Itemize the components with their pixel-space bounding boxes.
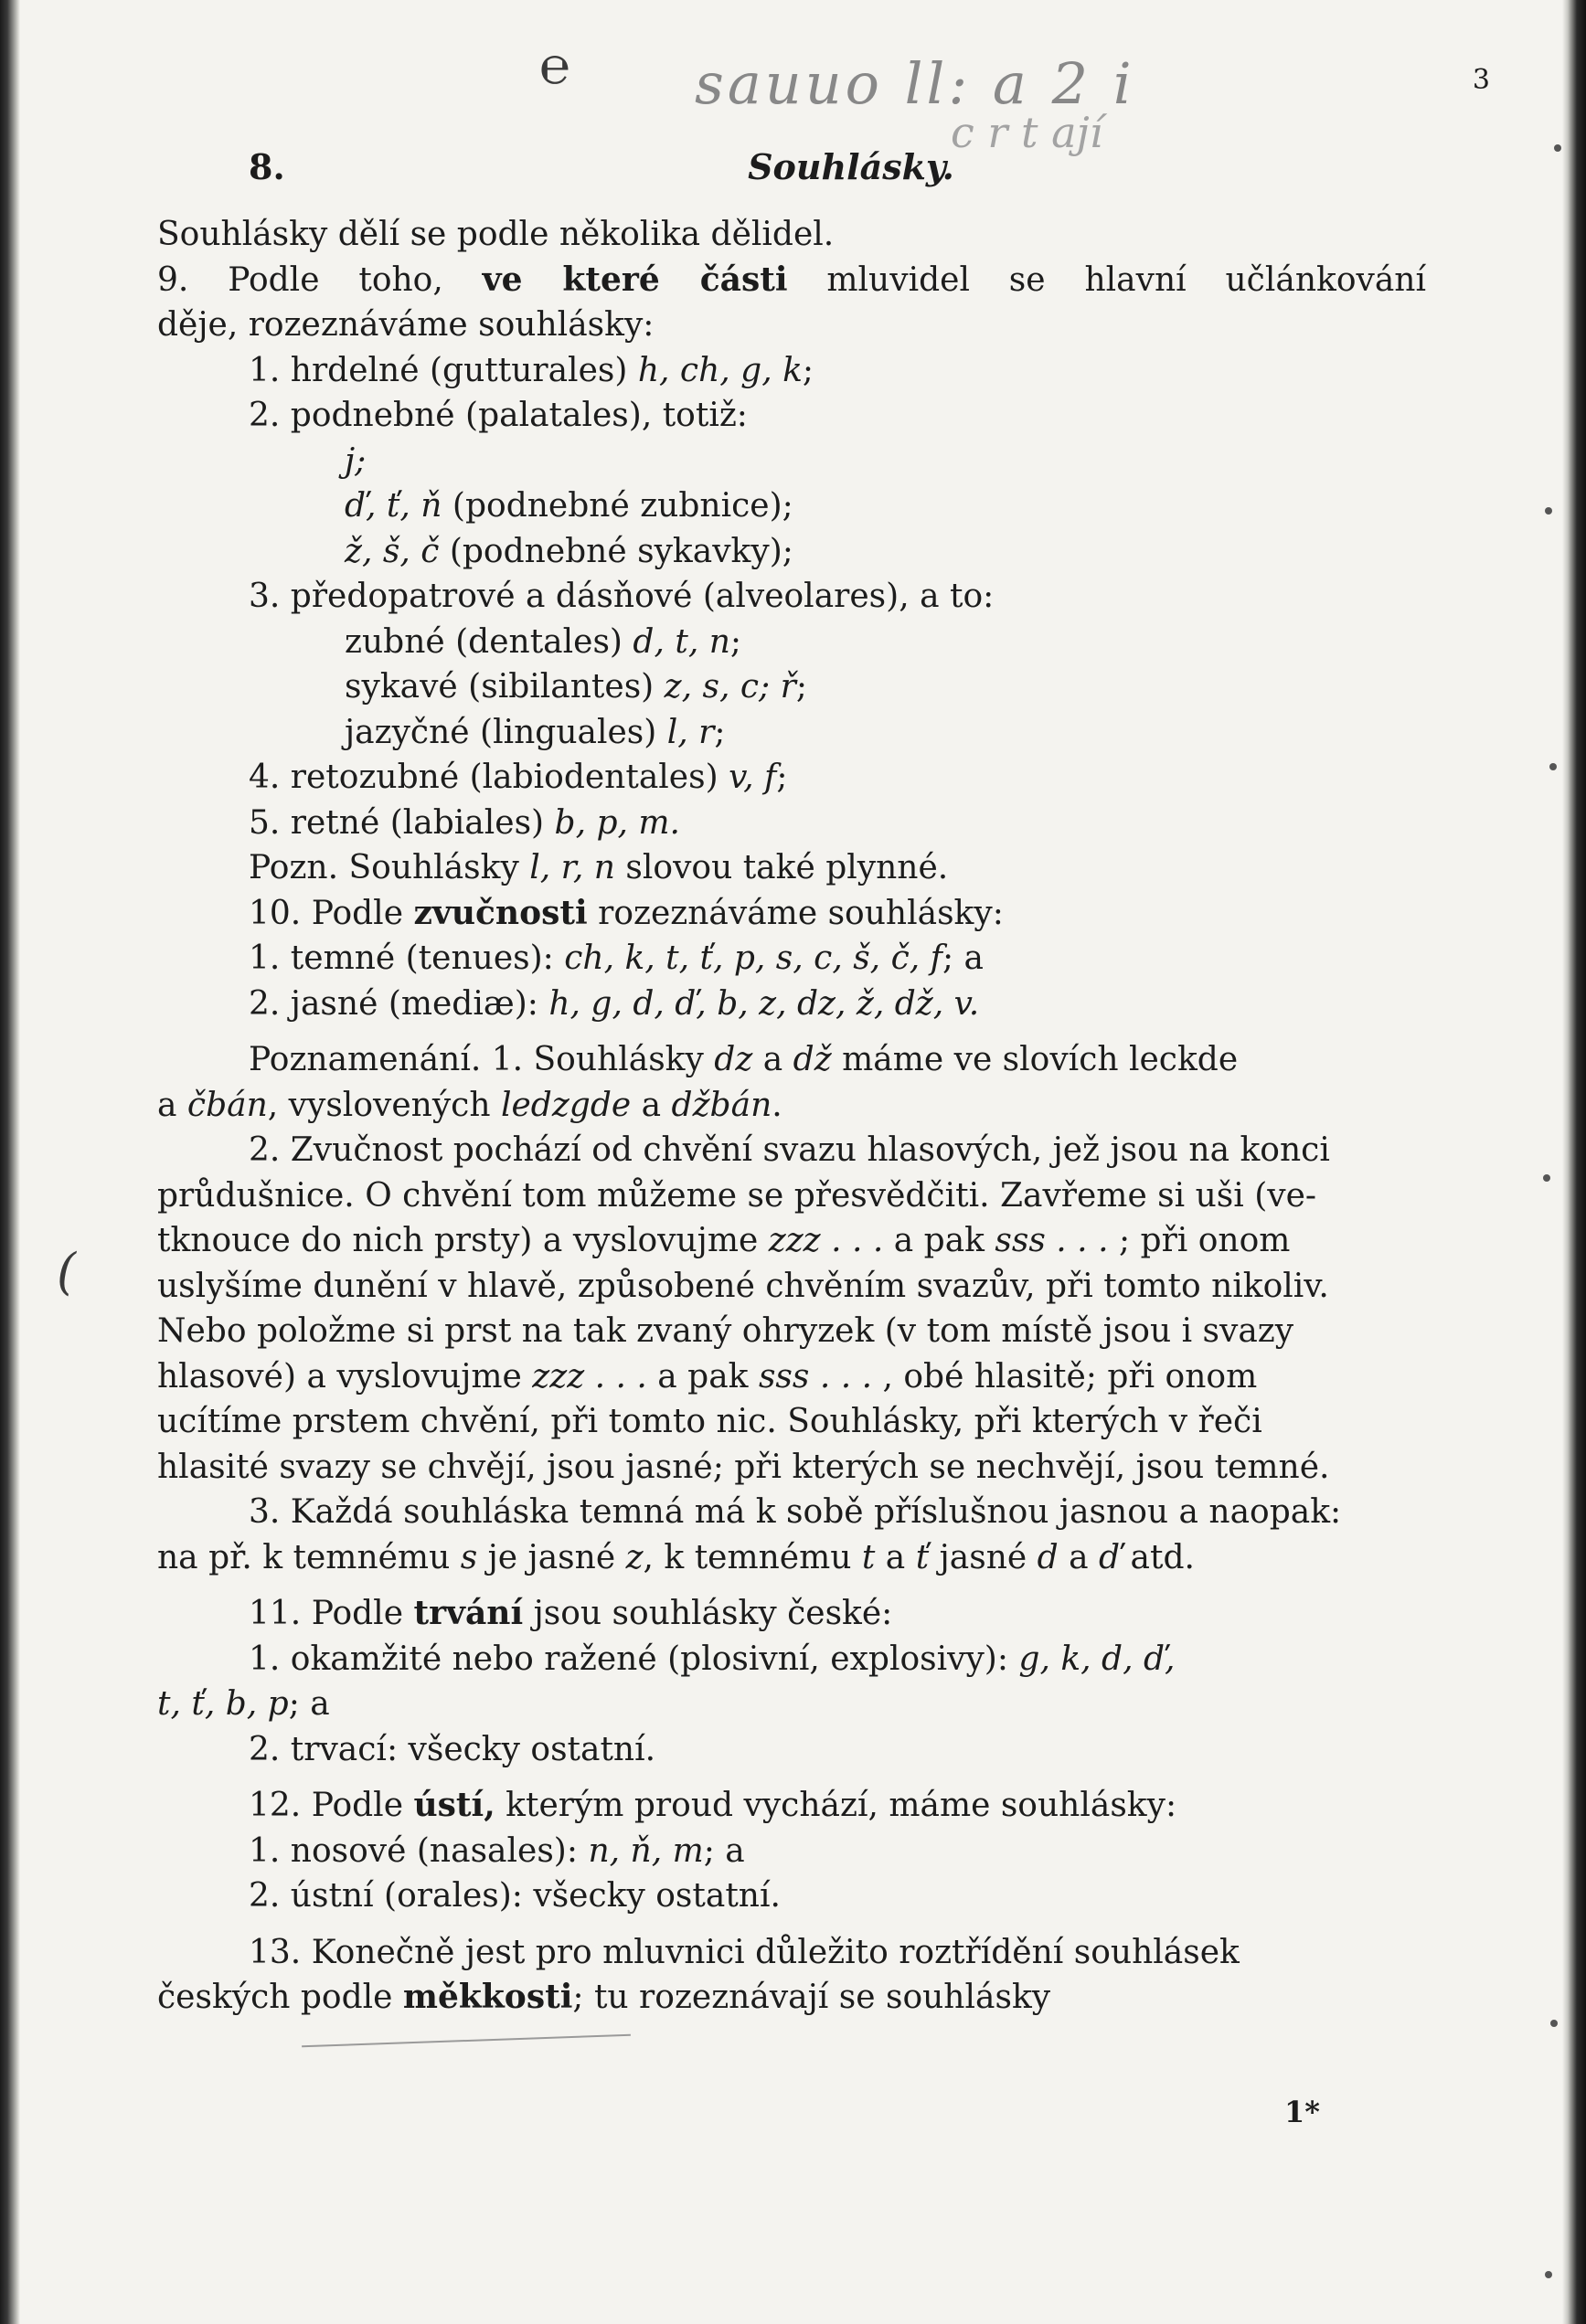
- text-line: 12. Podle ústí, kterým proud vychází, máme souhlásky:: [249, 1786, 1177, 1824]
- left-page-edge: [0, 0, 20, 2324]
- text-line: 1. nosové (nasales): n, ň, m; a: [249, 1831, 745, 1870]
- section-number: 8.: [249, 146, 285, 187]
- text-line: Souhlásky dělí se podle několika dělidel.: [157, 216, 835, 253]
- text-line: 4. retozubné (labiodentales) v, f;: [249, 759, 788, 796]
- text-line: 9. Podle toho, ve které části mluvidel se hlavní učlánkování: [157, 260, 1426, 299]
- section-title: Souhlásky.: [748, 146, 954, 187]
- text-line: hlasité svazy se chvějí, jsou jasné; při kterých se nechvějí, jsou temné.: [157, 1448, 1330, 1486]
- text-line: jazyčné (linguales) l, r;: [345, 713, 726, 751]
- page-body: [157, 212, 1426, 2021]
- handwritten-note-2: c r t ají: [951, 108, 1103, 157]
- text-line: zubné (dentales) d, t, n;: [345, 622, 742, 661]
- text-line: 5. retné (labiales) b, p, m.: [249, 803, 680, 842]
- speck: [1545, 2271, 1552, 2278]
- text-line: 1. okamžité nebo ražené (plosivní, explosivy): g, k, d, ď,: [249, 1640, 1176, 1678]
- text-line: 1. hrdelné (gutturales) h, ch, g, k;: [249, 351, 814, 389]
- right-page-edge: [1562, 0, 1586, 2324]
- text-line: Pozn. Souhlásky l, r, n slovou také plynné.: [249, 849, 949, 886]
- text-line: ď, ť, ň (podnebné zubnice);: [345, 487, 793, 525]
- text-line: hlasové) a vyslovujme zzz . . . a pak sss . . . , obé hlasitě; při onom: [157, 1357, 1258, 1395]
- text-line: 1. temné (tenues): ch, k, t, ť, p, s, c, š, č, f; a: [249, 939, 984, 977]
- handwritten-mark: ℮: [539, 37, 570, 96]
- text-line: 2. Zvučnost pochází od chvění svazu hlasových, jež jsou na konci: [249, 1131, 1330, 1169]
- page-number: 3: [1472, 64, 1490, 96]
- pencil-stroke: [302, 2034, 631, 2048]
- text-line: Poznamenání. 1. Souhlásky dz a dž máme ve slovích leckde: [249, 1041, 1239, 1078]
- text-line: tknouce do nich prsty) a vyslovujme zzz . . . a pak sss . . . ; při onom: [157, 1222, 1291, 1259]
- text-line: 2. jasné (mediæ): h, g, d, ď, b, z, dz, ž, dž, v.: [249, 984, 980, 1023]
- text-line: 3. Každá souhláska temná má k sobě příslušnou jasnou a naopak:: [249, 1493, 1342, 1531]
- text-line: průdušnice. O chvění tom můžeme se přesvědčiti. Zavřeme si uši (ve-: [157, 1176, 1317, 1215]
- text-line: 2. ústní (orales): všecky ostatní.: [249, 1877, 781, 1915]
- text-line: a čbán, vyslovených ledzgde a džbán.: [157, 1086, 782, 1124]
- text-line: ucítíme prstem chvění, při tomto nic. Souhlásky, při kterých v řeči: [157, 1403, 1262, 1440]
- handwritten-note: sauuo ll: a 2 i: [695, 50, 1135, 117]
- text-line: t, ť, b, p; a: [157, 1685, 330, 1723]
- speck: [1545, 507, 1552, 515]
- signature-mark: 1*: [1284, 2095, 1320, 2129]
- speck: [1550, 2020, 1558, 2027]
- text-line: 3. předopatrové a dásňové (alveolares), a to:: [249, 578, 995, 615]
- text-line: 10. Podle zvučnosti rozeznáváme souhlásky:: [249, 893, 1004, 932]
- speck: [1549, 763, 1557, 770]
- text-line: českých podle měkkosti; tu rozeznávají se souhlásky: [157, 1978, 1051, 2016]
- text-line: 11. Podle trvání jsou souhlásky české:: [249, 1594, 893, 1632]
- text-line: Nebo položme si prst na tak zvaný ohryzek (v tom místě jsou i svazy: [157, 1312, 1294, 1350]
- text-line: ž, š, č (podnebné sykavky);: [345, 532, 793, 570]
- text-line: 2. podnebné (palatales), totiž:: [249, 397, 748, 434]
- text-line: 13. Konečně jest pro mluvnici důležito roztřídění souhlásek: [249, 1933, 1240, 1971]
- text-line: uslyšíme dunění v hlavě, způsobené chvěním svazův, při tomto nikoliv.: [157, 1267, 1329, 1305]
- text-line: j;: [345, 441, 367, 480]
- text-line: na př. k temnému s je jasné z, k temnému t a ť jasné d a ď atd.: [157, 1538, 1195, 1576]
- text-line: 2. trvací: všecky ostatní.: [249, 1730, 656, 1768]
- text-line: sykavé (sibilantes) z, s, c; ř;: [345, 668, 807, 706]
- text-line: děje, rozeznáváme souhlásky:: [157, 306, 655, 344]
- section-heading: [249, 146, 1453, 201]
- speck: [1543, 1174, 1550, 1182]
- handwritten-margin-mark: (: [57, 1243, 77, 1300]
- speck: [1554, 144, 1561, 152]
